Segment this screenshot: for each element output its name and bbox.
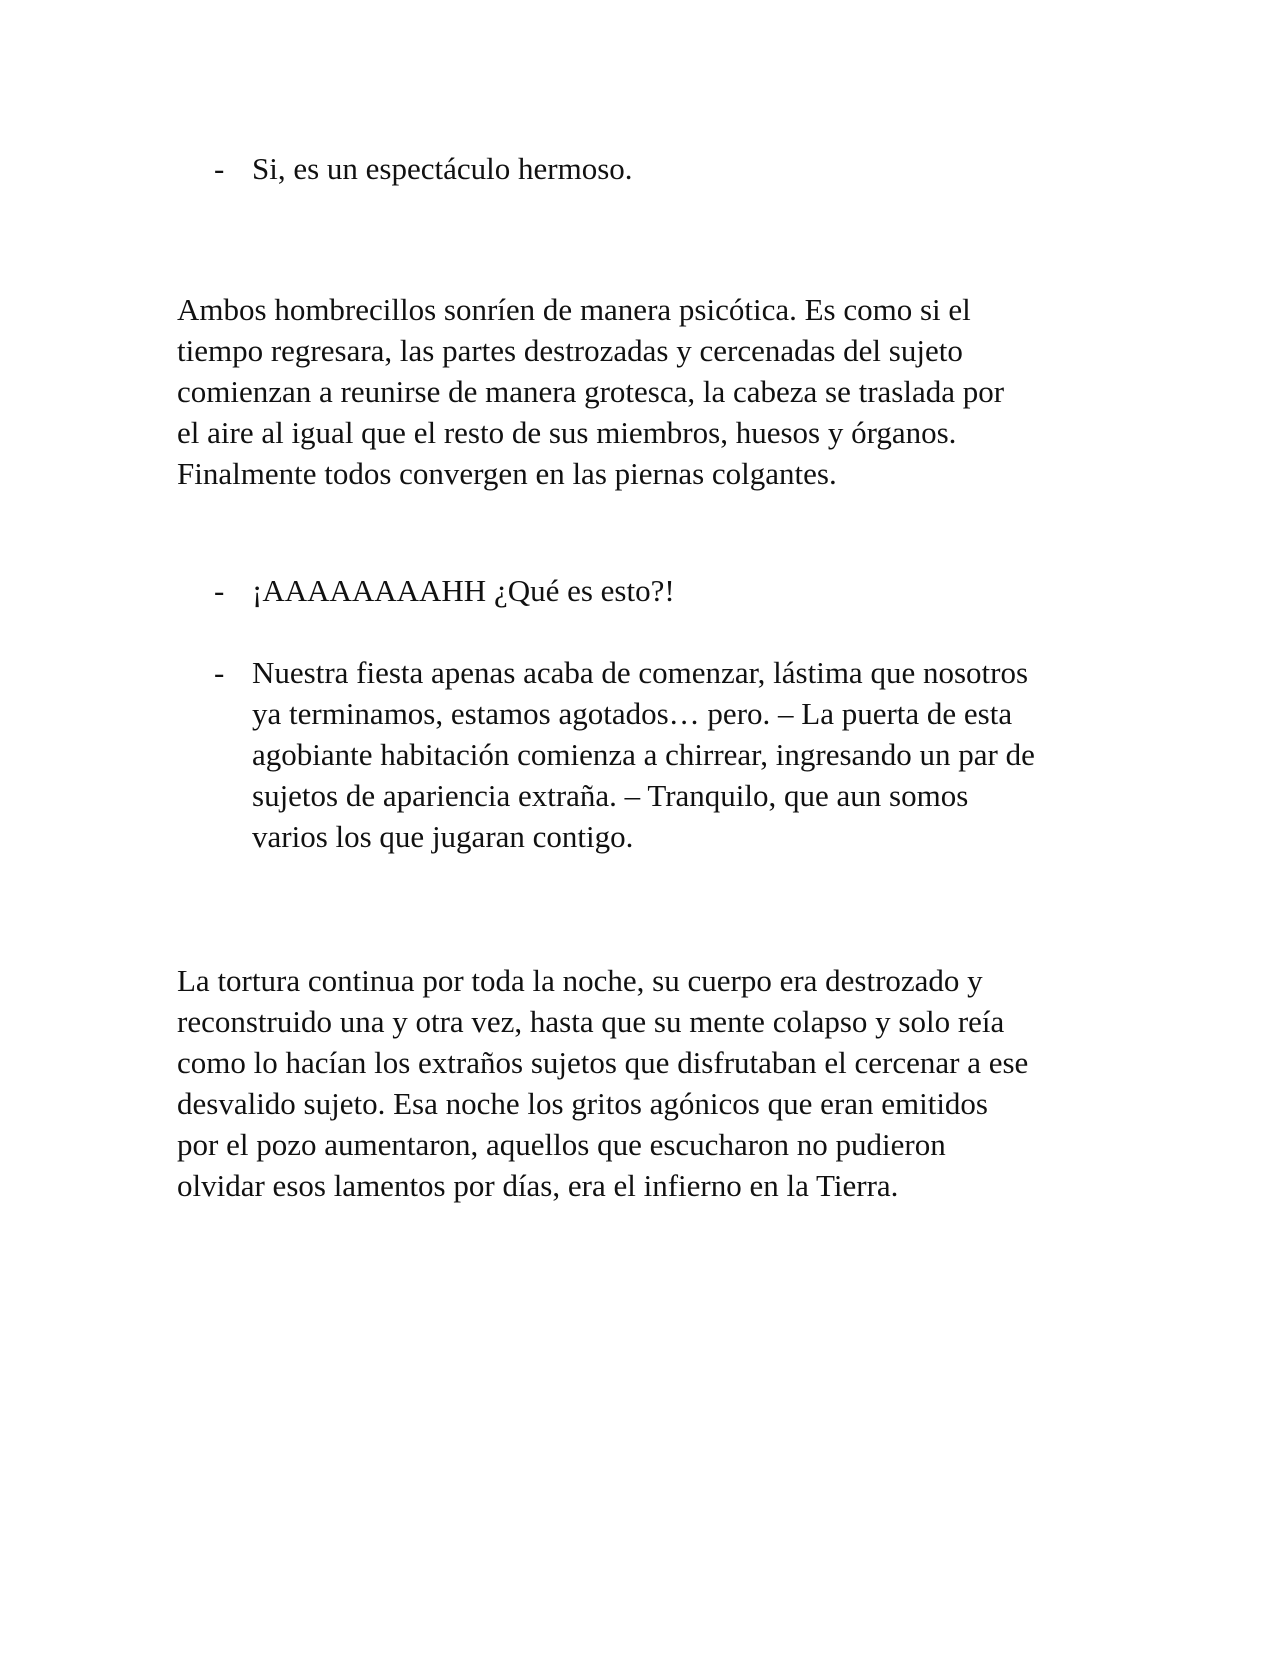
dialogue-dash: - [214, 151, 225, 186]
text-line: varios los que jugaran contigo. [252, 819, 634, 854]
narration-paragraph-1 [177, 289, 1117, 494]
text-line: olvidar esos lamentos por días, era el infierno en la Tierra. [177, 1168, 899, 1203]
dialogue-line-2 [214, 570, 1114, 611]
text-line: La tortura continua por toda la noche, su cuerpo era destrozado y [177, 963, 983, 998]
text-line: por el pozo aumentaron, aquellos que escucharon no pudieron [177, 1127, 946, 1162]
text-line: sujetos de apariencia extraña. – Tranquilo, que aun somos [252, 778, 969, 813]
text-line: comienzan a reunirse de manera grotesca, la cabeza se traslada por [177, 374, 1005, 409]
text-line: Nuestra fiesta apenas acaba de comenzar, lástima que nosotros [252, 655, 1029, 690]
text-line: ¡AAAAAAAAHH ¿Qué es esto?! [252, 573, 675, 608]
text-line: reconstruido una y otra vez, hasta que su mente colapso y solo reía [177, 1004, 1005, 1039]
narration-paragraph-2 [177, 960, 1117, 1206]
text-line: Ambos hombrecillos sonríen de manera psicótica. Es como si el [177, 292, 971, 327]
dialogue-text [252, 570, 1114, 611]
dialogue-line-1 [214, 148, 1114, 189]
text-line: como lo hacían los extraños sujetos que disfrutaban el cercenar a ese [177, 1045, 1029, 1080]
text-line: desvalido sujeto. Esa noche los gritos agónicos que eran emitidos [177, 1086, 988, 1121]
dialogue-dash: - [214, 655, 225, 690]
text-line: tiempo regresara, las partes destrozadas y cercenadas del sujeto [177, 333, 963, 368]
dialogue-text [252, 652, 1114, 857]
text-line: Finalmente todos convergen en las piernas colgantes. [177, 456, 837, 491]
dialogue-dash: - [214, 573, 225, 608]
dialogue-text [252, 148, 1114, 189]
text-line: ya terminamos, estamos agotados… pero. – La puerta de esta [252, 696, 1013, 731]
text-line: el aire al igual que el resto de sus miembros, huesos y órganos. [177, 415, 957, 450]
text-line: Si, es un espectáculo hermoso. [252, 151, 633, 186]
text-line: agobiante habitación comienza a chirrear, ingresando un par de [252, 737, 1035, 772]
dialogue-line-3 [214, 652, 1114, 857]
